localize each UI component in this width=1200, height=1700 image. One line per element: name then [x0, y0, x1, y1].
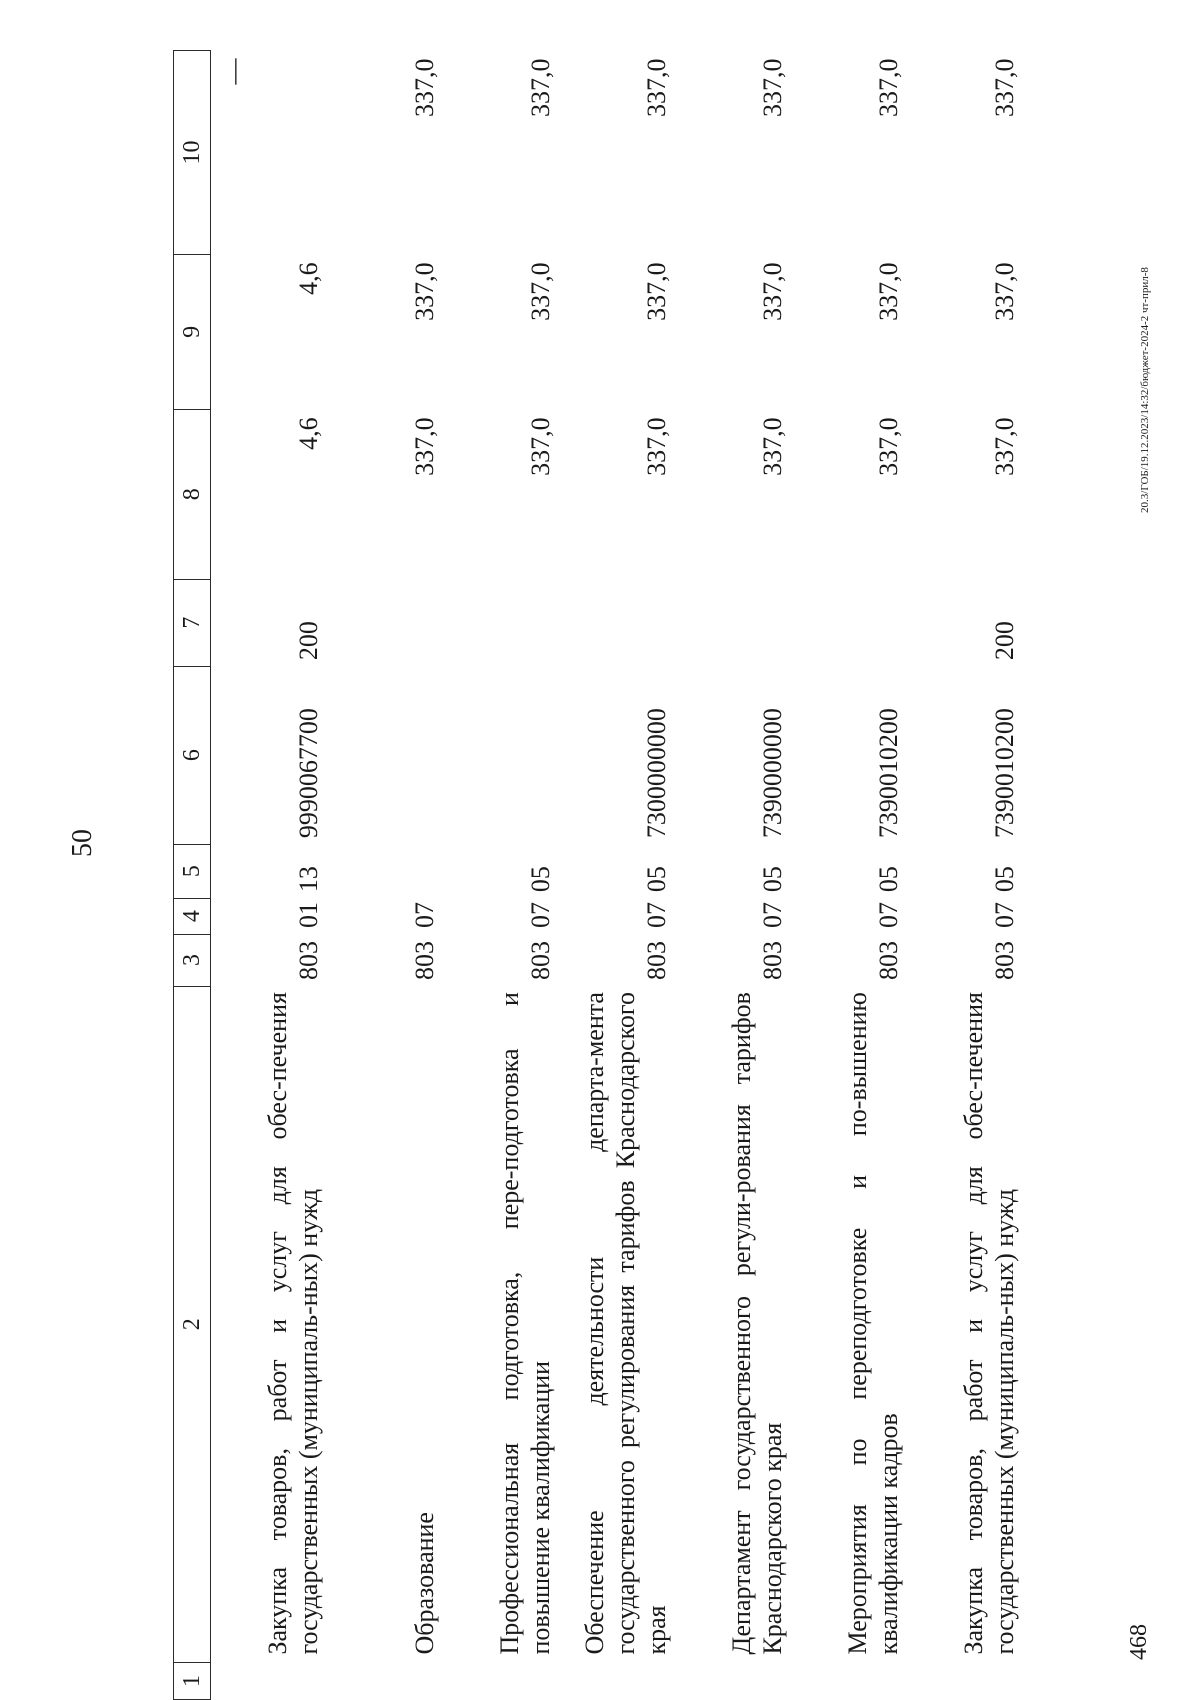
- cell-name: Закупка товаров, работ и услуг для обес-печения государственных (муниципаль-ных) нужд: [263, 992, 323, 1655]
- cell-amount-10: 337,0: [409, 58, 439, 117]
- cell-target-code: [443, 666, 559, 844]
- cell-section: 07: [409, 902, 439, 929]
- cell-c1: [907, 1663, 1023, 1700]
- cell-name: Обеспечение деятельности департа-мента государственного регулирования тарифов Краснодарского края: [580, 992, 671, 1655]
- cell-amount-9: 337,0: [409, 262, 439, 321]
- header-col-5: 5: [174, 844, 211, 898]
- cell-section: 07: [641, 902, 671, 929]
- cell-expense-type: 200: [989, 621, 1019, 661]
- cell-expense-type: [559, 579, 675, 666]
- cell-subsection: 13: [293, 866, 323, 893]
- cell-amount-9: 4,6: [293, 262, 323, 295]
- cell-subsection: [327, 844, 443, 898]
- cell-section: 07: [525, 902, 555, 929]
- cell-subsection: 05: [525, 866, 555, 893]
- cell-amount-9: 337,0: [757, 262, 787, 321]
- cell-name: Закупка товаров, работ и услуг для обес-печения государственных (муниципаль-ных) нужд: [959, 992, 1019, 1655]
- cell-expense-type: 200: [293, 621, 323, 661]
- page-number: 50: [67, 829, 98, 857]
- cell-c1: [791, 1663, 907, 1700]
- cell-ministry: 803: [409, 941, 439, 981]
- cell-subsection: 05: [989, 866, 1019, 893]
- cell-section: 07: [989, 902, 1019, 929]
- cell-target-code: [327, 666, 443, 844]
- cell-c1: [559, 1663, 675, 1700]
- cell-subsection: 05: [873, 866, 903, 893]
- cell-amount-10: 337,0: [757, 58, 787, 117]
- cell-amount-10: —: [219, 58, 248, 85]
- cell-ministry: 803: [525, 941, 555, 981]
- header-col-1: 1: [174, 1663, 211, 1700]
- table-row: [327, 51, 443, 1700]
- cell-target-code: 9990067700: [293, 708, 323, 839]
- cell-ministry: 803: [757, 941, 787, 981]
- cell-amount-9: 337,0: [873, 262, 903, 321]
- cell-c1: [443, 1663, 559, 1700]
- document-footer-code: 20.3/ГОБ/19.12.2023/14:32/бюджет-2024-2 чт-прил-8: [1139, 267, 1151, 513]
- cell-expense-type: [327, 579, 443, 666]
- cell-amount-8: 337,0: [873, 417, 903, 476]
- cell-amount-10: 337,0: [525, 58, 555, 117]
- cell-amount-8: 4,6: [293, 417, 323, 450]
- table-row: [675, 51, 791, 1700]
- budget-table: [173, 50, 1023, 1700]
- cell-name: Образование: [409, 1512, 439, 1655]
- cell-name: Департамент государственного регули-рования тарифов Краснодарского края: [727, 992, 787, 1655]
- cell-amount-8: 337,0: [525, 417, 555, 476]
- cell-amount-9: 337,0: [989, 262, 1019, 321]
- sheet-number: 468: [1126, 1624, 1152, 1660]
- table-header-row: [174, 51, 211, 1700]
- cell-name: Профессиональная подготовка, пере-подготовка и повышение квалификации: [495, 992, 555, 1655]
- cell-c1: [675, 1663, 791, 1700]
- cell-target-code: 7300000000: [641, 708, 671, 839]
- header-col-9: 9: [174, 254, 211, 409]
- cell-amount-8: 337,0: [641, 417, 671, 476]
- table-row: [791, 51, 907, 1700]
- cell-subsection: 05: [641, 866, 671, 893]
- cell-amount-8: 337,0: [757, 417, 787, 476]
- cell-expense-type: [791, 579, 907, 666]
- cell-subsection: 05: [757, 866, 787, 893]
- cell-expense-type: [675, 579, 791, 666]
- table-row: [443, 51, 559, 1700]
- cell-section: 07: [873, 902, 903, 929]
- cell-expense-type: [443, 579, 559, 666]
- cell-c1: [211, 1663, 327, 1700]
- cell-target-code: 7390010200: [989, 708, 1019, 839]
- cell-amount-10: 337,0: [873, 58, 903, 117]
- cell-section: 01: [293, 902, 323, 929]
- table-row: [907, 51, 1023, 1700]
- header-col-4: 4: [174, 898, 211, 934]
- cell-amount-10: 337,0: [989, 58, 1019, 117]
- header-col-8: 8: [174, 409, 211, 579]
- header-col-6: 6: [174, 666, 211, 844]
- cell-amount-10: 337,0: [641, 58, 671, 117]
- cell-ministry: 803: [989, 941, 1019, 981]
- table-row: [559, 51, 675, 1700]
- cell-amount-9: 337,0: [525, 262, 555, 321]
- cell-target-code: 7390000000: [757, 708, 787, 839]
- cell-amount-8: 337,0: [409, 417, 439, 476]
- header-col-3: 3: [174, 934, 211, 986]
- cell-ministry: 803: [641, 941, 671, 981]
- cell-name: Мероприятия по переподготовке и по-вышению квалификации кадров: [843, 992, 903, 1655]
- cell-amount-9: 337,0: [641, 262, 671, 321]
- cell-amount-8: 337,0: [989, 417, 1019, 476]
- header-col-2: 2: [174, 986, 211, 1663]
- header-col-7: 7: [174, 579, 211, 666]
- cell-c1: [327, 1663, 443, 1700]
- cell-target-code: 7390010200: [873, 708, 903, 839]
- cell-section: 07: [757, 902, 787, 929]
- header-col-10: 10: [174, 51, 211, 255]
- budget-table-rotated: [173, 50, 1086, 1700]
- cell-ministry: 803: [873, 941, 903, 981]
- cell-ministry: 803: [293, 941, 323, 981]
- table-row: [211, 51, 327, 1700]
